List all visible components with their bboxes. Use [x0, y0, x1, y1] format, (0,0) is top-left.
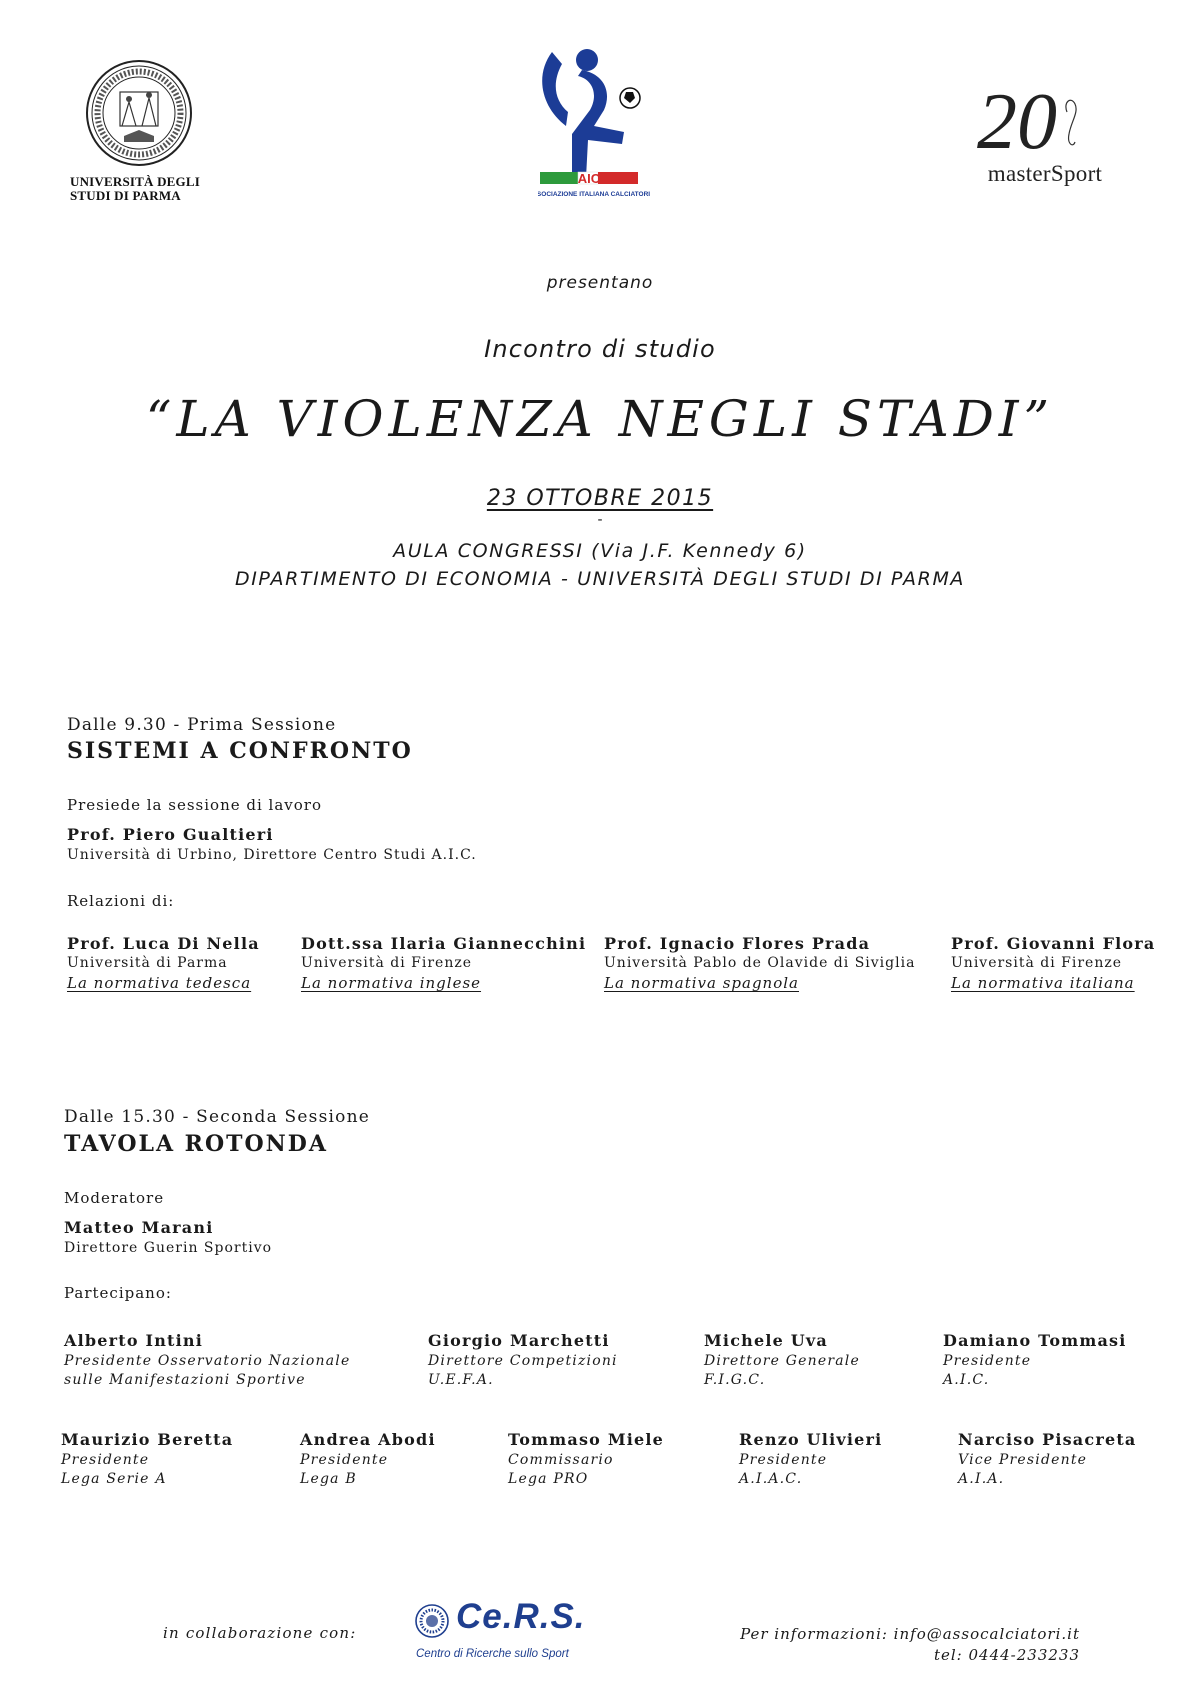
participant-role: Presidente Osservatorio Nazionale	[64, 1353, 351, 1369]
participant-role: Presidente	[943, 1353, 1032, 1369]
participant-role: Vice Presidente	[958, 1452, 1088, 1468]
session1-chair-affiliation: Università di Urbino, Direttore Centro Studi A.I.C.	[67, 847, 477, 863]
participant-role: Presidente	[300, 1452, 389, 1468]
speaker-affiliation: Università di Firenze	[951, 955, 1123, 971]
cers-seal-icon	[414, 1603, 450, 1639]
twenty-emblem-icon	[975, 82, 1115, 160]
universita-parma-logo	[70, 58, 210, 203]
participant-name: Narciso Pisacreta	[958, 1430, 1137, 1449]
speaker-card	[951, 934, 1155, 992]
contact-phone: tel: 0444-233233	[933, 1646, 1080, 1664]
participant-card	[61, 1429, 233, 1489]
participant-org: Lega PRO	[508, 1471, 589, 1487]
event-title: “LA VIOLENZA NEGLI STADI”	[145, 390, 1055, 448]
participant-role: Presidente	[739, 1452, 828, 1468]
participant-card	[704, 1330, 860, 1390]
session1-chair-name: Prof. Piero Gualtieri	[67, 825, 274, 844]
speaker-affiliation: Università di Parma	[67, 955, 228, 971]
speaker-affiliation: Università di Firenze	[301, 955, 473, 971]
collaboration-label: in collaborazione con:	[163, 1624, 357, 1642]
participant-org: A.I.A.	[958, 1471, 1005, 1487]
event-venue	[0, 537, 1200, 593]
participant-card	[739, 1429, 882, 1489]
session2-moderator-label: Moderatore	[64, 1189, 165, 1207]
speaker-card	[67, 934, 260, 992]
moderator-role: Direttore Guerin Sportivo	[64, 1240, 273, 1256]
event-date-block	[0, 486, 1200, 511]
moderator-name: Matteo Marani	[64, 1218, 214, 1237]
speaker-name: Prof. Luca Di Nella	[67, 934, 260, 953]
session1-speakers-label: Relazioni di:	[67, 892, 175, 910]
participant-name: Alberto Intini	[64, 1331, 204, 1350]
contact-email: Per informazioni: info@assocalciatori.it	[740, 1625, 1080, 1643]
participant-role: Presidente	[61, 1452, 150, 1468]
speaker-topic: La normativa italiana	[951, 974, 1135, 992]
participant-role: Direttore Generale	[704, 1353, 860, 1369]
speaker-topic: La normativa spagnola	[604, 974, 799, 992]
participant-name: Damiano Tommasi	[943, 1331, 1127, 1350]
presenters-intro: presentano	[546, 273, 654, 293]
session2-participants-label: Partecipano:	[64, 1284, 172, 1302]
participant-card	[428, 1330, 618, 1390]
venue-line-1: AULA CONGRESSI (Via J.F. Kennedy 6)	[393, 540, 807, 562]
session1-time: Dalle 9.30 - Prima Sessione	[67, 715, 337, 735]
participant-org: sulle Manifestazioni Sportive	[64, 1372, 306, 1388]
aic-logo	[538, 46, 656, 211]
speaker-topic: La normativa tedesca	[67, 974, 252, 992]
event-type: Incontro di studio	[484, 335, 716, 363]
participant-card	[64, 1330, 350, 1390]
participant-org: A.I.A.C.	[739, 1471, 803, 1487]
cers-name: Ce.R.S.	[456, 1597, 586, 1636]
participant-card	[300, 1429, 436, 1489]
aic-name: ASSOCIAZIONE ITALIANA CALCIATORI	[538, 191, 651, 198]
speaker-name: Prof. Giovanni Flora	[951, 934, 1156, 953]
participant-org: F.I.G.C.	[704, 1372, 766, 1388]
participant-name: Giorgio Marchetti	[428, 1331, 610, 1350]
participant-org: Lega B	[300, 1471, 357, 1487]
session2-title: TAVOLA ROTONDA	[64, 1131, 328, 1157]
speaker-name: Prof. Ignacio Flores Prada	[604, 934, 871, 953]
participant-name: Tommaso Miele	[508, 1430, 665, 1449]
aic-abbr: AIC	[577, 171, 601, 186]
speaker-affiliation: Università Pablo de Olavide di Siviglia	[604, 955, 916, 971]
speaker-name: Dott.ssa Ilaria Giannecchini	[301, 934, 587, 953]
participant-org: U.E.F.A.	[428, 1372, 494, 1388]
session2-time: Dalle 15.30 - Seconda Sessione	[64, 1107, 370, 1127]
participant-name: Andrea Abodi	[300, 1430, 436, 1449]
footballer-icon	[538, 46, 656, 206]
cers-subtitle: Centro di Ricerche sullo Sport	[416, 1648, 569, 1660]
mastersport-name: masterSport	[987, 161, 1103, 186]
separator-dash: -	[597, 512, 603, 528]
participant-name: Michele Uva	[704, 1331, 828, 1350]
participant-name: Renzo Ulivieri	[739, 1430, 883, 1449]
session1-chair-label: Presiede la sessione di lavoro	[67, 796, 322, 814]
venue-line-2: DIPARTIMENTO DI ECONOMIA - UNIVERSITÀ DEGLI STUDI DI PARMA	[234, 568, 966, 590]
university-name: UNIVERSITÀ DEGLI STUDI DI PARMA	[70, 174, 200, 203]
participant-card	[958, 1429, 1137, 1489]
participant-role: Direttore Competizioni	[428, 1353, 618, 1369]
participant-card	[508, 1429, 664, 1489]
speaker-card	[604, 934, 915, 992]
participant-role: Commissario	[508, 1452, 614, 1468]
session1-title: SISTEMI A CONFRONTO	[67, 738, 413, 764]
mastersport-logo	[975, 82, 1115, 187]
contact-info	[738, 1624, 1080, 1666]
mastersport-numeral: 20	[977, 82, 1057, 160]
speaker-topic: La normativa inglese	[301, 974, 482, 992]
participant-org: Lega Serie A	[61, 1471, 167, 1487]
speaker-card	[301, 934, 586, 992]
university-seal-icon	[84, 58, 194, 168]
event-date: 23 OTTOBRE 2015	[486, 486, 714, 511]
participant-card	[943, 1330, 1127, 1390]
participant-org: A.I.C.	[943, 1372, 990, 1388]
participant-name: Maurizio Beretta	[61, 1430, 234, 1449]
